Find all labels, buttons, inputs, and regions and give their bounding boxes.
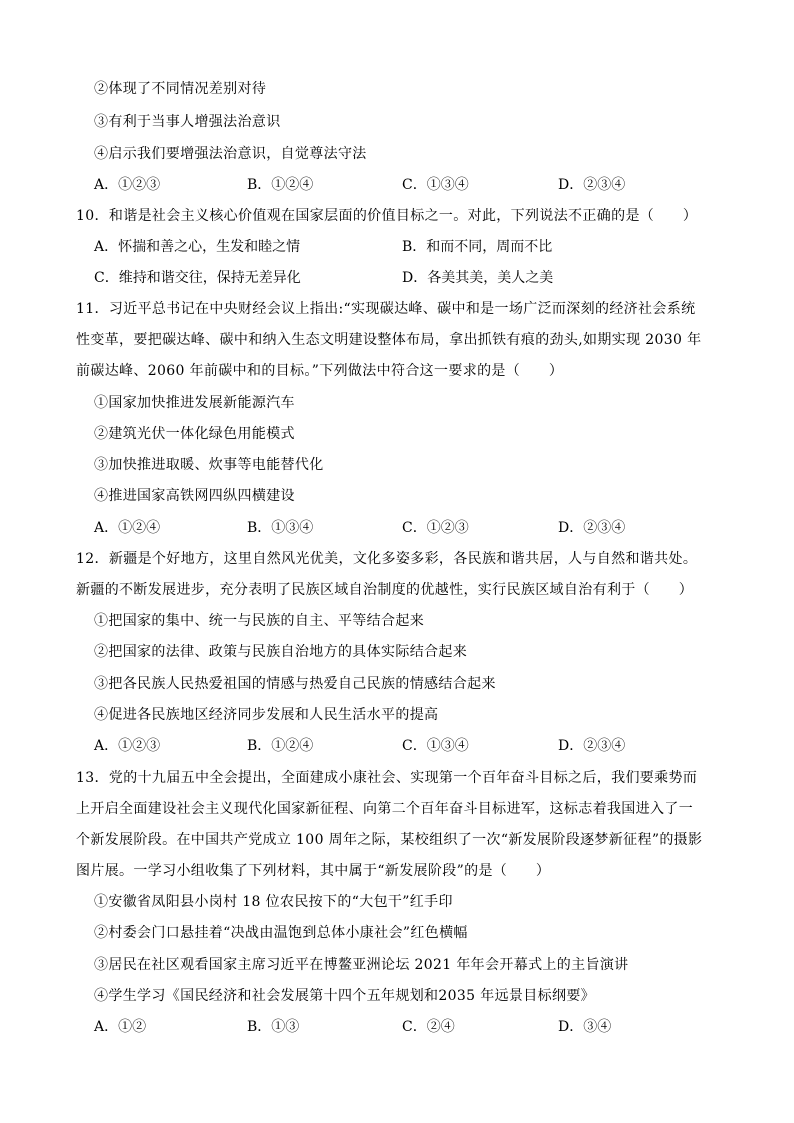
q12-item-2: ②把国家的法律、政策与民族自治地方的具体实际结合起来	[94, 644, 468, 660]
q12-item-3: ③把各民族人民热爱祖国的情感与热爱自己民族的情感结合起来	[94, 676, 496, 692]
q11-item-4: ④推进国家高铁网四纵四横建设	[94, 488, 295, 504]
q13-item-1: ①安徽省凤阳县小岗村 18 位农民按下的“大包干”红手印	[94, 894, 453, 910]
q10-option-b[interactable]: B．和而不同，周而不比	[402, 239, 553, 255]
q11-option-d[interactable]: D．②③④	[558, 520, 626, 536]
q11-item-3: ③加快推进取暖、炊事等电能替代化	[94, 457, 324, 473]
q12-stem-line-2: 新疆的不断发展进步，充分表明了民族区域自治制度的优越性，实行民族区域自治有利于（ ）	[76, 582, 694, 598]
q10-option-d[interactable]: D．各美其美，美人之美	[402, 270, 554, 286]
q12-item-1: ①把国家的集中、统一与民族的自主、平等结合起来	[94, 613, 425, 629]
q10-option-a[interactable]: A．怀揣和善之心，生发和睦之情	[94, 239, 301, 255]
q10-option-c[interactable]: C．维持和谐交往，保持无差异化	[94, 270, 301, 286]
q11-item-2: ②建筑光伏一体化绿色用能模式	[94, 426, 295, 442]
q12-option-c[interactable]: C．①③④	[402, 738, 469, 754]
q9-item-3: ③有利于当事人增强法治意识	[94, 114, 281, 130]
q9-item-2: ②体现了不同情况差别对待	[94, 81, 267, 97]
q11-stem-line-2: 性变革，要把碳达峰、碳中和纳入生态文明建设整体布局，拿出抓铁有痕的劲头,如期实现 2030 年	[76, 332, 702, 348]
q11-option-c[interactable]: C．①②③	[402, 520, 469, 536]
q13-stem-line-4: 图片展。一学习小组收集了下列材料，其中属于“新发展阶段”的是（ ）	[76, 863, 551, 879]
q11-item-1: ①国家加快推进发展新能源汽车	[94, 395, 295, 411]
q9-option-d[interactable]: D．②③④	[558, 177, 626, 193]
q12-option-d[interactable]: D．②③④	[558, 738, 626, 754]
q13-stem-line-2: 上开启全面建设社会主义现代化国家新征程、向第二个百年奋斗目标进军，这标志着我国进入了一	[76, 801, 694, 817]
q9-option-c[interactable]: C．①③④	[402, 177, 469, 193]
q10-stem: 10．和谐是社会主义核心价值观在国家层面的价值目标之一。对此，下列说法不正确的是（ ）	[76, 208, 698, 224]
q13-stem-line-3: 个新发展阶段。在中国共产党成立 100 周年之际，某校组织了一次“新发展阶段逐梦新征程”的摄影	[76, 832, 703, 848]
q9-option-a[interactable]: A．①②③	[94, 177, 161, 193]
q11-option-b[interactable]: B．①③④	[247, 520, 314, 536]
q13-option-d[interactable]: D．③④	[558, 1019, 612, 1035]
q11-option-a[interactable]: A．①②④	[94, 520, 161, 536]
q11-stem-line-3: 前碳达峰、2060 年前碳中和的目标。”下列做法中符合这一要求的是（ ）	[76, 363, 564, 379]
q12-stem-line-1: 12．新疆是个好地方，这里自然风光优美，文化多姿多彩，各民族和谐共居，人与自然和谐共处。	[76, 551, 698, 567]
q12-option-a[interactable]: A．①②③	[94, 738, 161, 754]
q13-option-a[interactable]: A．①②	[94, 1019, 147, 1035]
q9-option-b[interactable]: B．①②④	[247, 177, 314, 193]
q13-stem-line-1: 13．党的十九届五中全会提出，全面建成小康社会、实现第一个百年奋斗目标之后，我们要乘势而	[76, 770, 698, 786]
q13-option-c[interactable]: C．②④	[402, 1019, 455, 1035]
q13-item-4: ④学生学习《国民经济和社会发展第十四个五年规划和2035 年远景目标纲要》	[94, 988, 596, 1004]
q13-option-b[interactable]: B．①③	[247, 1019, 300, 1035]
q13-item-3: ③居民在社区观看国家主席习近平在博鳌亚洲论坛 2021 年年会开幕式上的主旨演讲	[94, 957, 629, 973]
q12-option-b[interactable]: B．①②④	[247, 738, 314, 754]
q9-item-4: ④启示我们要增强法治意识，自觉尊法守法	[94, 146, 367, 162]
q12-item-4: ④促进各民族地区经济同步发展和人民生活水平的提高	[94, 707, 439, 723]
q11-stem-line-1: 11．习近平总书记在中央财经会议上指出:“实现碳达峰、碳中和是一场广泛而深刻的经济社会系统	[76, 301, 696, 317]
q13-item-2: ②村委会门口悬挂着“决战由温饱到总体小康社会”红色横幅	[94, 925, 468, 941]
